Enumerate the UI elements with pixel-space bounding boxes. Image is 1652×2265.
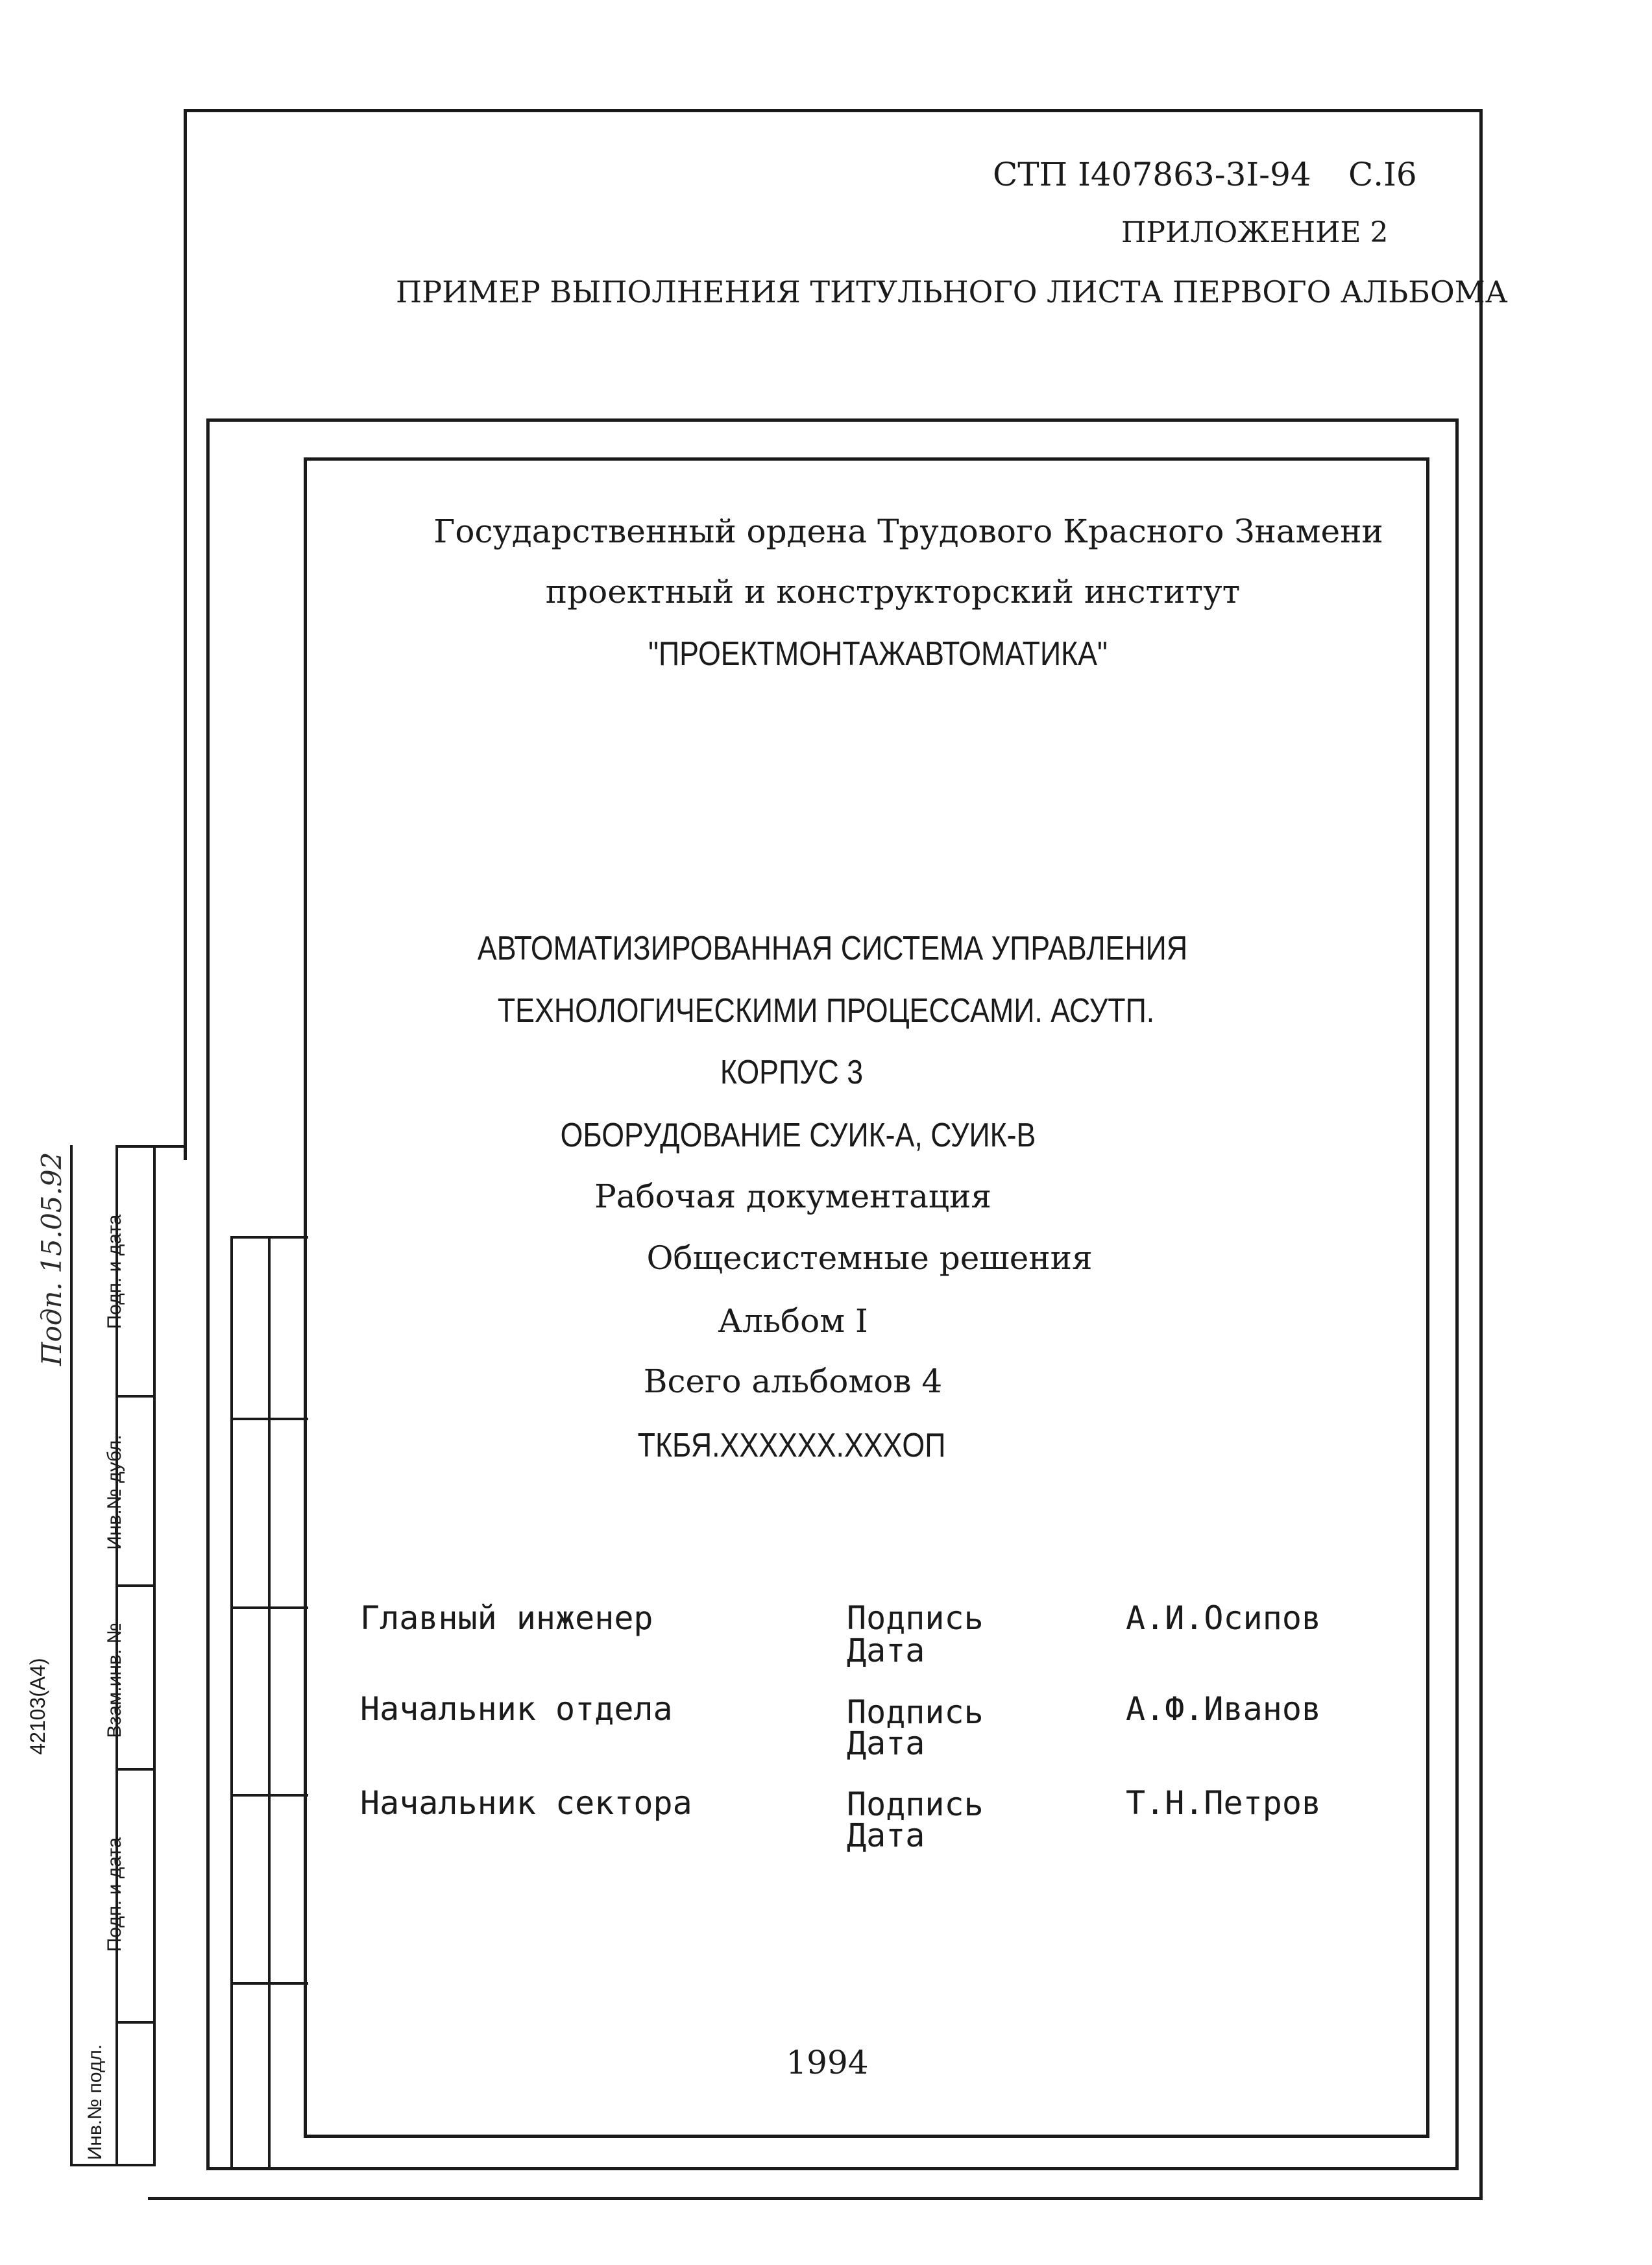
album-label: Альбом I [718,1302,868,1340]
signature-date-2: Дата [847,1725,925,1762]
signature-date-1: Дата [847,1632,925,1669]
stamp-label-replace-inv: Взам.инв. № [104,1623,125,1738]
page-number: С.I6 [1348,156,1417,193]
signature-sign-2: Подпись [847,1693,984,1731]
institute-name: "ПРОЕКТМОНТАЖАВТОМАТИКА" [648,635,1108,673]
stamp-handwritten-signature: Подп. 15.05.92 [36,1152,67,1366]
signature-role-2: Начальник отдела [360,1690,673,1728]
signature-date-3: Дата [847,1817,925,1854]
title-sheet-inner-frame [304,457,1429,2138]
equipment-label: ОБОРУДОВАНИЕ СУИК-А, СУИК-В [560,1117,1036,1154]
stamp-grid-h1 [230,1236,308,1239]
signature-name-3: Т.Н.Петров [1126,1784,1322,1822]
signature-role-1: Главный инженер [360,1599,653,1637]
year-label: 1994 [786,2044,869,2081]
institute-line-1: Государственный ордена Трудового Красного Знамени [433,513,1383,550]
outer-top-border [184,109,1483,112]
stamp-line-h0 [115,1145,187,1148]
stamp-label-dup-inv: Инв.№ дубл. [104,1435,125,1550]
signature-name-2: А.Ф.Иванов [1126,1690,1322,1728]
section-label: Общесистемные решения [646,1239,1093,1277]
doc-type-label: Рабочая документация [594,1178,991,1215]
system-title-line-2: ТЕХНОЛОГИЧЕСКИМИ ПРОЦЕССАМИ. АСУТП. [497,992,1155,1030]
signature-name-1: А.И.Осипов [1126,1599,1322,1637]
document-code: СТП I407863-3I-94 [993,156,1311,193]
stamp-grid-h4 [230,1794,308,1797]
institute-line-2: проектный и конструкторский институт [545,573,1241,611]
stamp-line-h5 [70,2164,156,2166]
stamp-label-sign-date-1: Подп. и дата [104,1214,125,1329]
stamp-line-v1 [70,1145,73,2165]
appendix-label: ПРИЛОЖЕНИЕ 2 [1121,216,1389,249]
stamp-label-orig-inv: Инв.№ подл. [84,2044,106,2161]
outer-right-border [1479,109,1483,2198]
system-title-line-1: АВТОМАТИЗИРОВАННАЯ СИСТЕМА УПРАВЛЕНИЯ [477,930,1188,967]
outer-left-border [184,109,187,1160]
stamp-line-v5 [268,1236,271,2170]
signature-role-3: Начальник сектора [360,1784,692,1822]
document-designation: ТКБЯ.XXXXXX.XXXОП [637,1427,946,1464]
signature-sign-3: Подпись [847,1786,984,1823]
total-albums-label: Всего альбомов 4 [643,1363,943,1400]
page-title: ПРИМЕР ВЫПОЛНЕНИЯ ТИТУЛЬНОГО ЛИСТА ПЕРВОГО АЛЬБОМА [396,274,1508,309]
stamp-line-h4 [115,2021,154,2024]
outer-bottom-border [148,2197,1483,2200]
signature-sign-1: Подпись [847,1599,984,1637]
stamp-format-label: 42103(А4) [26,1658,49,1755]
stamp-grid-h2 [230,1418,308,1420]
stamp-label-sign-date-2: Подп. и дата [104,1837,125,1952]
stamp-grid-h3 [230,1606,308,1609]
stamp-grid-h5 [230,1982,308,1985]
building-label: КОРПУС 3 [720,1054,864,1091]
stamp-line-v3 [153,1145,156,2165]
stamp-line-v4 [230,1236,233,2170]
